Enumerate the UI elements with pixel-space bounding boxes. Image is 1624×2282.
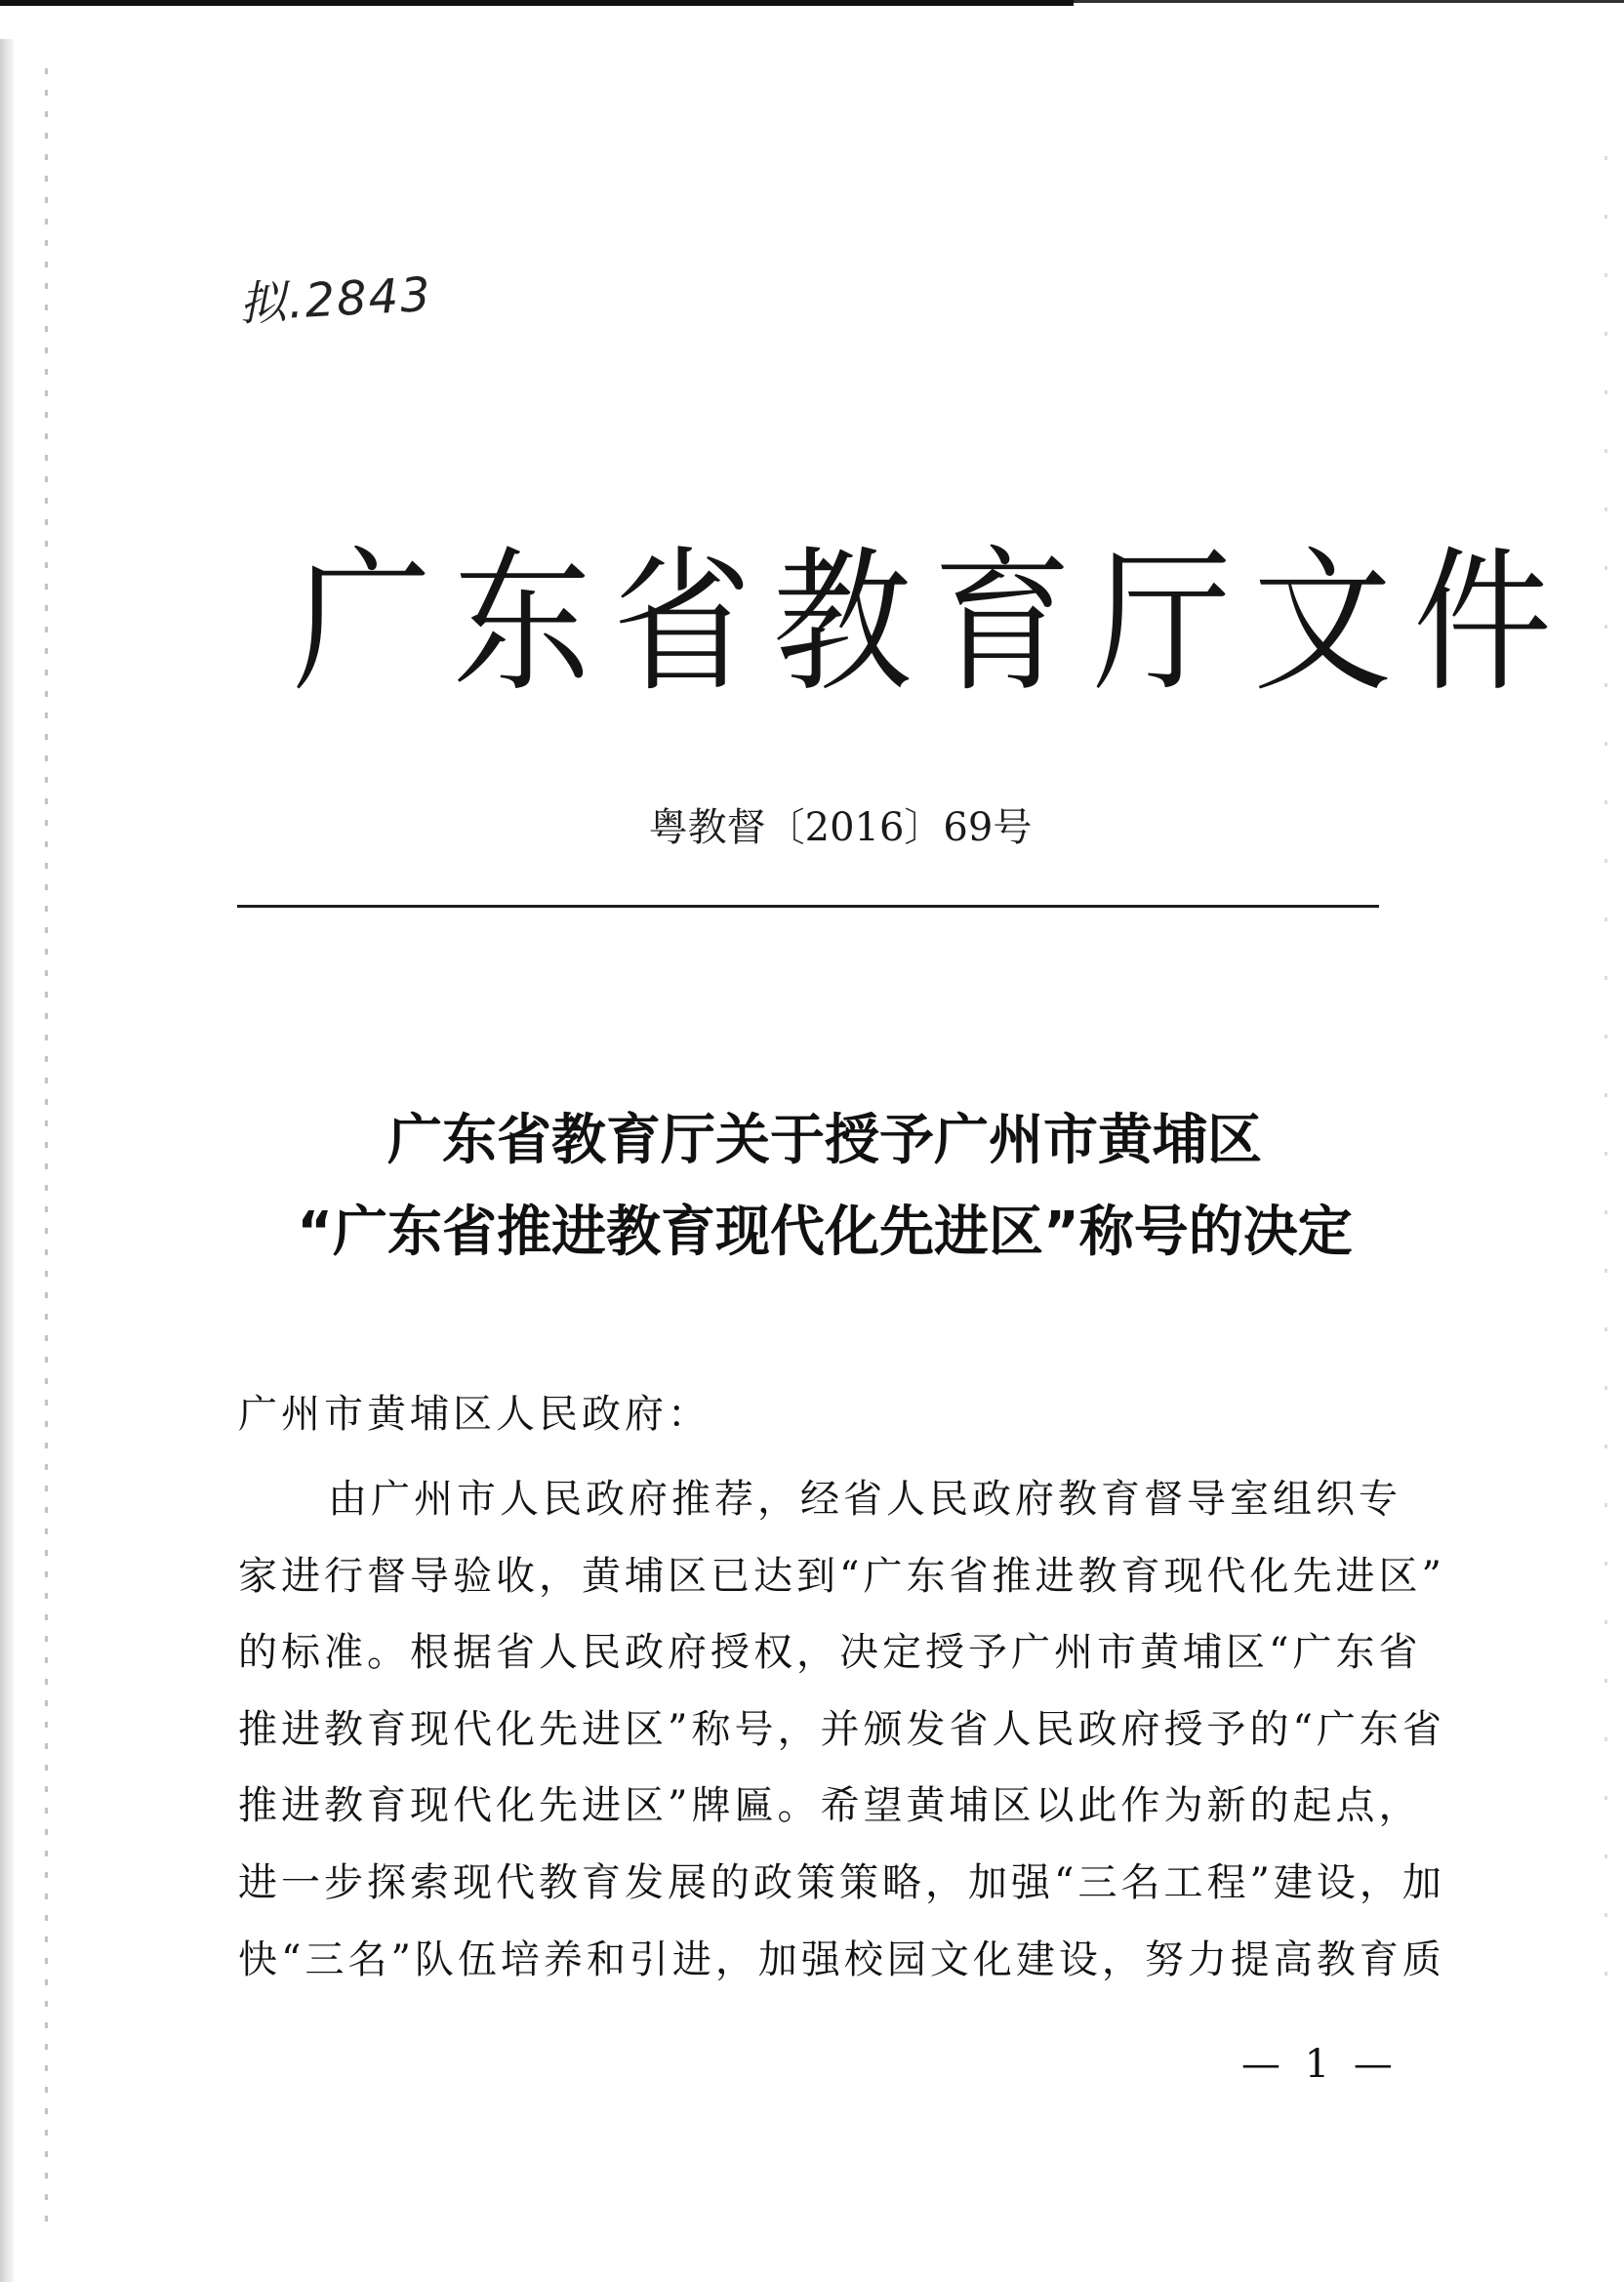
body-line: 快“三名”队伍培养和引进，加强校园文化建设，努力提高教育质 (238, 1936, 1445, 1982)
issuer-heading: 广东省教育厅文件 (293, 532, 1573, 713)
handwritten-note: 拟.2843 (237, 266, 433, 333)
body-line: 由广州市人民政府推荐，经省人民政府教育督导室组织专 (328, 1477, 1401, 1522)
document-title (239, 1095, 1410, 1279)
header-divider (237, 905, 1379, 908)
document-number: 粤教督〔2016〕69号 (648, 805, 1033, 850)
body-line: 进一步探索现代教育发展的政策策略，加强“三名工程”建设，加 (238, 1859, 1445, 1905)
title-line-1: 广东省教育厅关于授予广州市黄埔区 (387, 1109, 1262, 1172)
body-line: 家进行督导验收，黄埔区已达到“广东省推进教育现代化先进区” (238, 1553, 1445, 1599)
salutation: 广州市黄埔区人民政府： (238, 1392, 710, 1437)
scan-left-speckle (45, 68, 48, 2235)
page-number: — 1 — (1241, 2042, 1399, 2087)
scan-right-speckle (1604, 156, 1607, 2011)
body-line: 推进教育现代化先进区”称号，并颁发省人民政府授予的“广东省 (238, 1706, 1445, 1752)
title-line-2: “广东省推进教育现代化先进区”称号的决定 (297, 1201, 1353, 1264)
scan-left-edge (0, 39, 14, 2282)
body-line: 的标准。根据省人民政府授权，决定授予广州市黄埔区“广东省 (238, 1630, 1422, 1676)
body-paragraph (238, 1461, 1445, 1998)
scan-top-edge (0, 0, 1074, 6)
scan-top-edge-thin (1074, 0, 1624, 3)
body-line: 推进教育现代化先进区”牌匾。希望黄埔区以此作为新的起点， (238, 1783, 1422, 1829)
